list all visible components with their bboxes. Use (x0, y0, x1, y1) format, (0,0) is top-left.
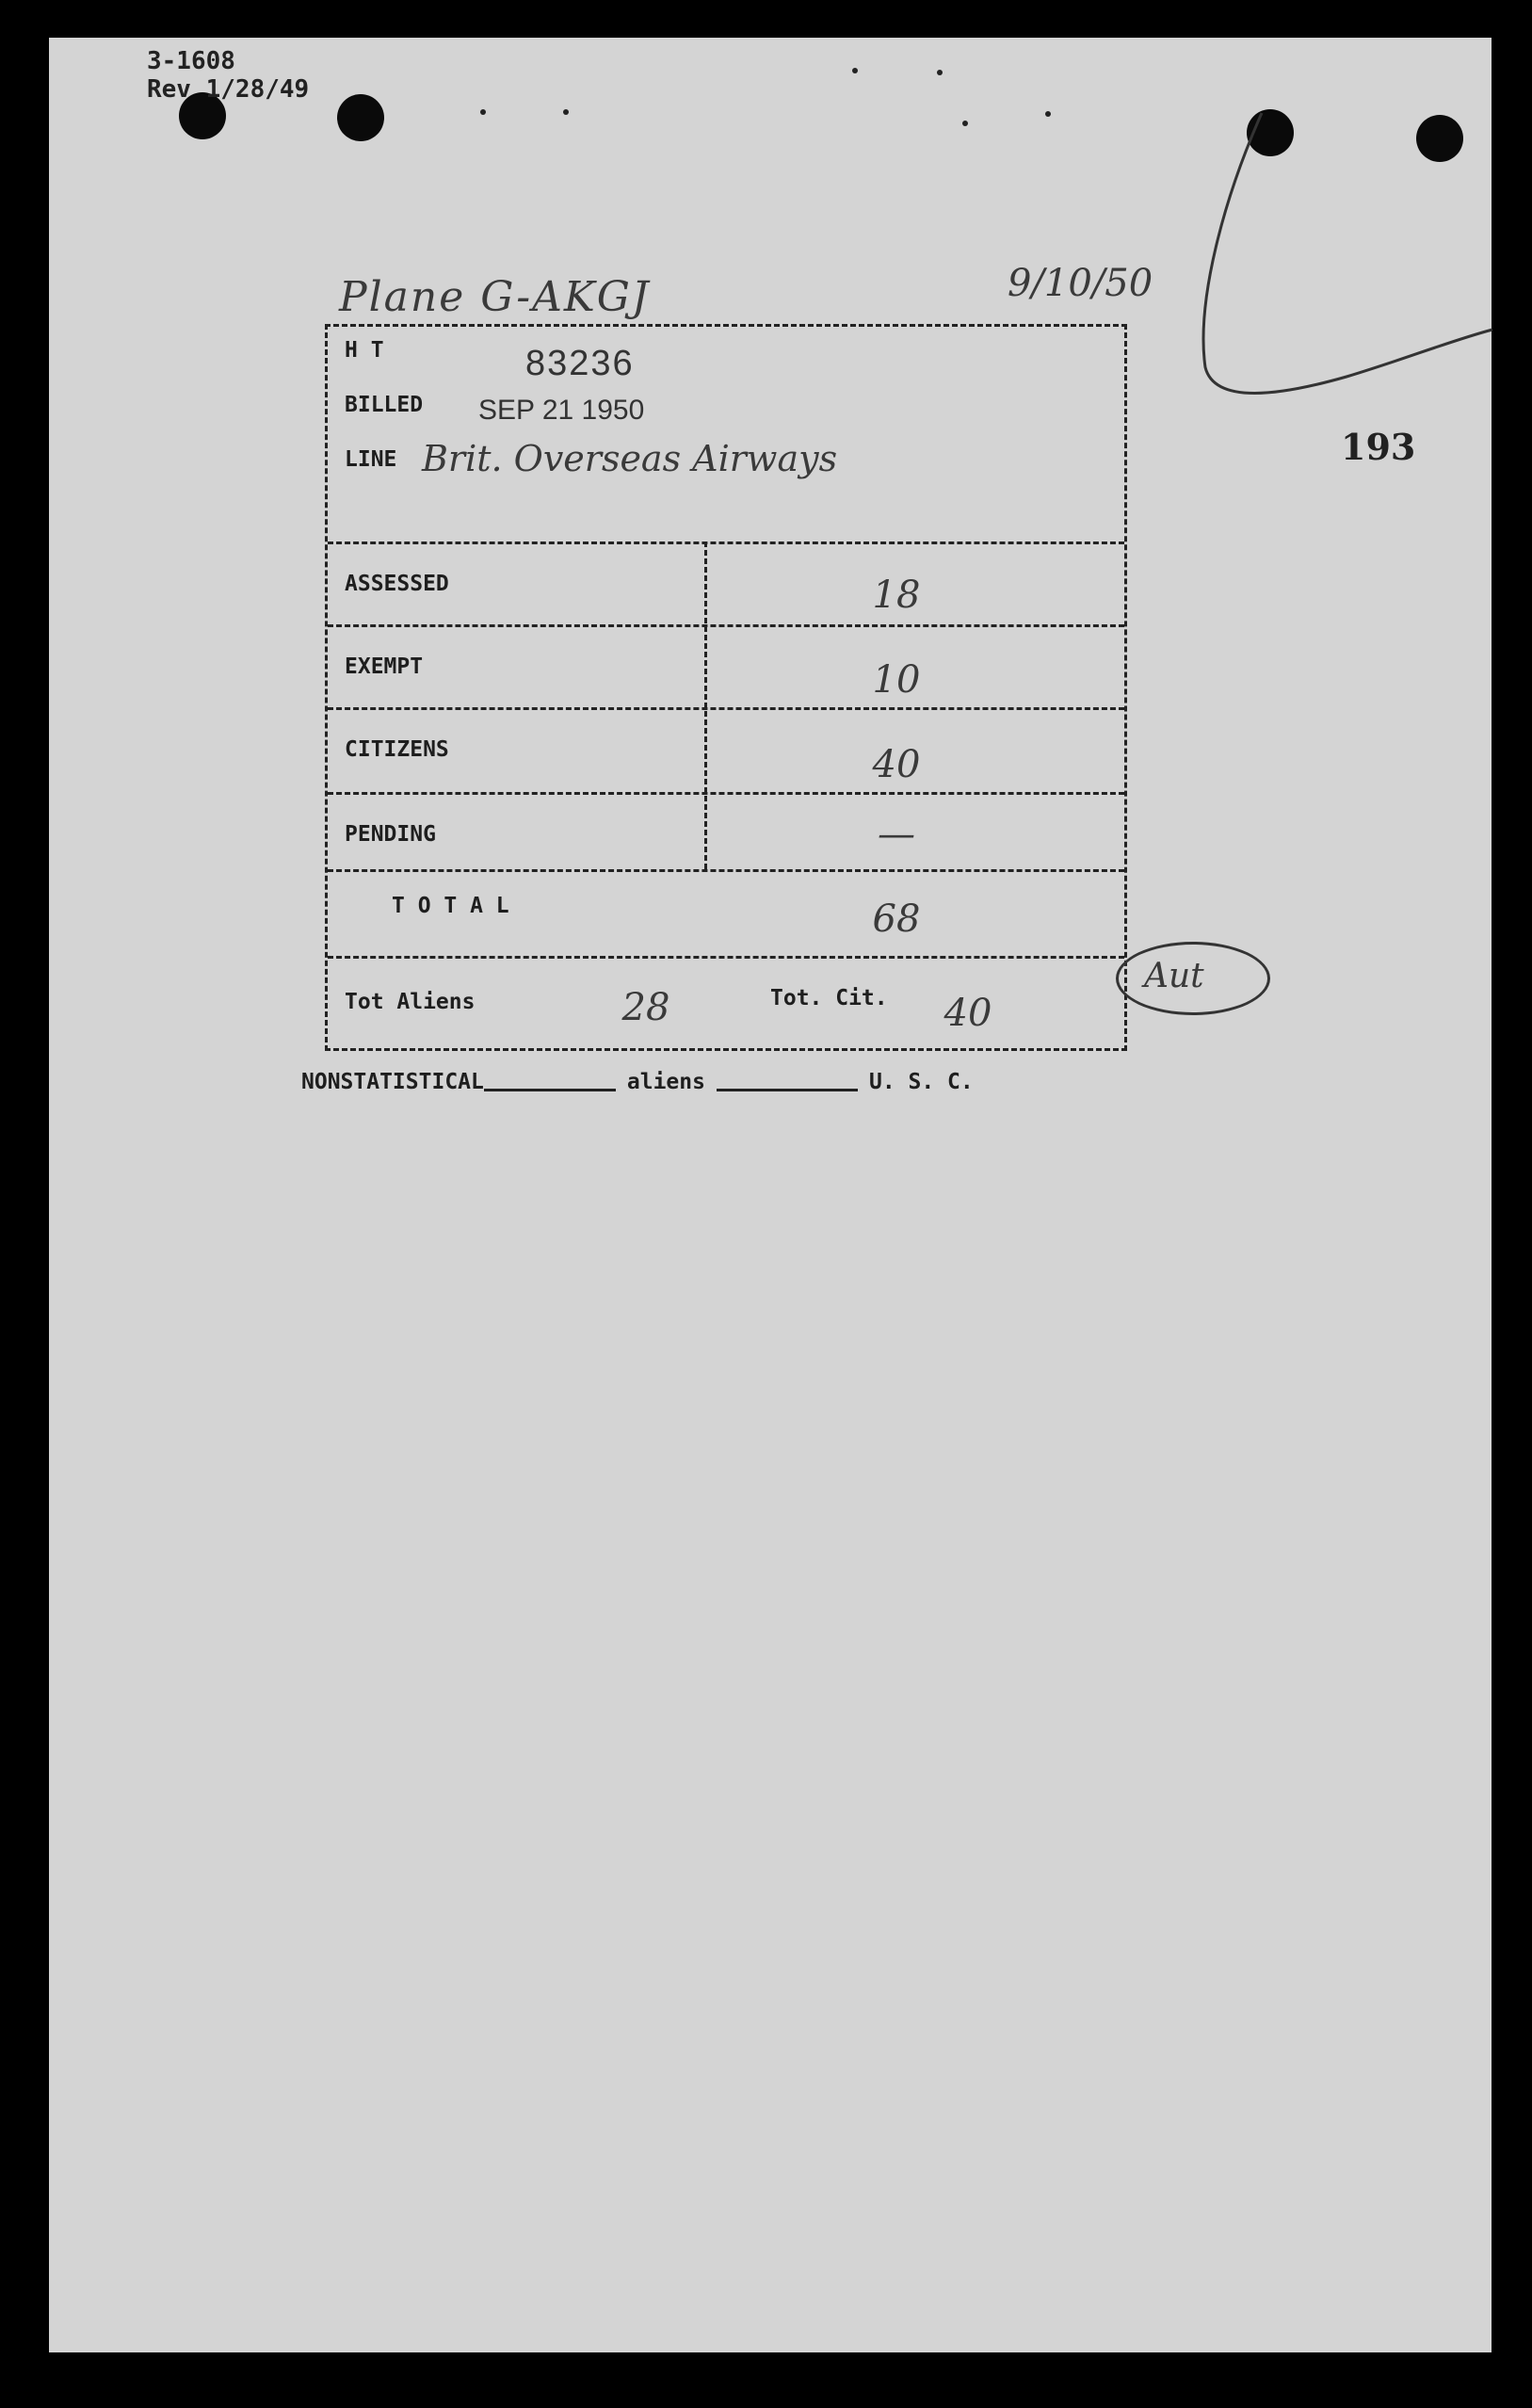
speck (852, 68, 858, 73)
row-value-citizens: 40 (872, 743, 921, 786)
tot-aliens-label: Tot Aliens (345, 990, 476, 1014)
row-value-pending: — (878, 813, 915, 856)
handwritten-date: 9/10/50 (1008, 262, 1153, 305)
punch-hole-left-2 (337, 94, 384, 141)
total-label: T O T A L (392, 894, 509, 918)
handwritten-plane: Plane G-AKGJ (339, 273, 651, 321)
tot-cit-label: Tot. Cit. (770, 986, 888, 1010)
row-value-assessed: 18 (872, 574, 921, 617)
nonstat-usc-blank (717, 1070, 858, 1091)
page-number: 193 (1341, 426, 1416, 468)
divider (328, 792, 1124, 795)
divider (328, 541, 1124, 544)
billed-label: BILLED (345, 393, 424, 417)
billed-value: SEP 21 1950 (478, 395, 645, 426)
tot-cit-value: 40 (943, 992, 992, 1035)
column-divider (704, 541, 707, 869)
speck (563, 109, 569, 115)
line-label: LINE (345, 447, 397, 472)
tally-form (325, 324, 1127, 1051)
row-value-exempt: 10 (872, 658, 921, 702)
divider (328, 624, 1124, 627)
row-label-exempt: EXEMPT (345, 655, 424, 679)
form-number: 3-1608 (147, 47, 235, 75)
speck (962, 121, 968, 126)
row-label-citizens: CITIZENS (345, 737, 449, 762)
tot-aliens-value: 28 (621, 986, 670, 1029)
speck (937, 70, 943, 75)
nonstatistical-line (301, 1070, 974, 1094)
nonstat-aliens-blank (484, 1070, 616, 1091)
total-value: 68 (872, 897, 921, 941)
form-revision: Rev 1/28/49 (147, 75, 310, 104)
ht-label: H T (345, 338, 384, 363)
row-label-pending: PENDING (345, 822, 436, 847)
ht-value: 83236 (525, 344, 635, 383)
nonstat-aliens-label: aliens (626, 1070, 705, 1094)
divider (328, 869, 1124, 872)
speck (480, 109, 486, 115)
handwritten-initials: Aut (1144, 957, 1204, 995)
speck (1045, 111, 1051, 117)
divider (328, 707, 1124, 710)
form-code (147, 47, 309, 104)
handwritten-curve (1186, 94, 1497, 414)
row-label-assessed: ASSESSED (345, 572, 449, 596)
nonstat-usc-label: U. S. C. (868, 1070, 974, 1094)
nonstat-label: NONSTATISTICAL (301, 1070, 484, 1094)
divider (328, 956, 1124, 959)
line-value: Brit. Overseas Airways (422, 438, 838, 479)
